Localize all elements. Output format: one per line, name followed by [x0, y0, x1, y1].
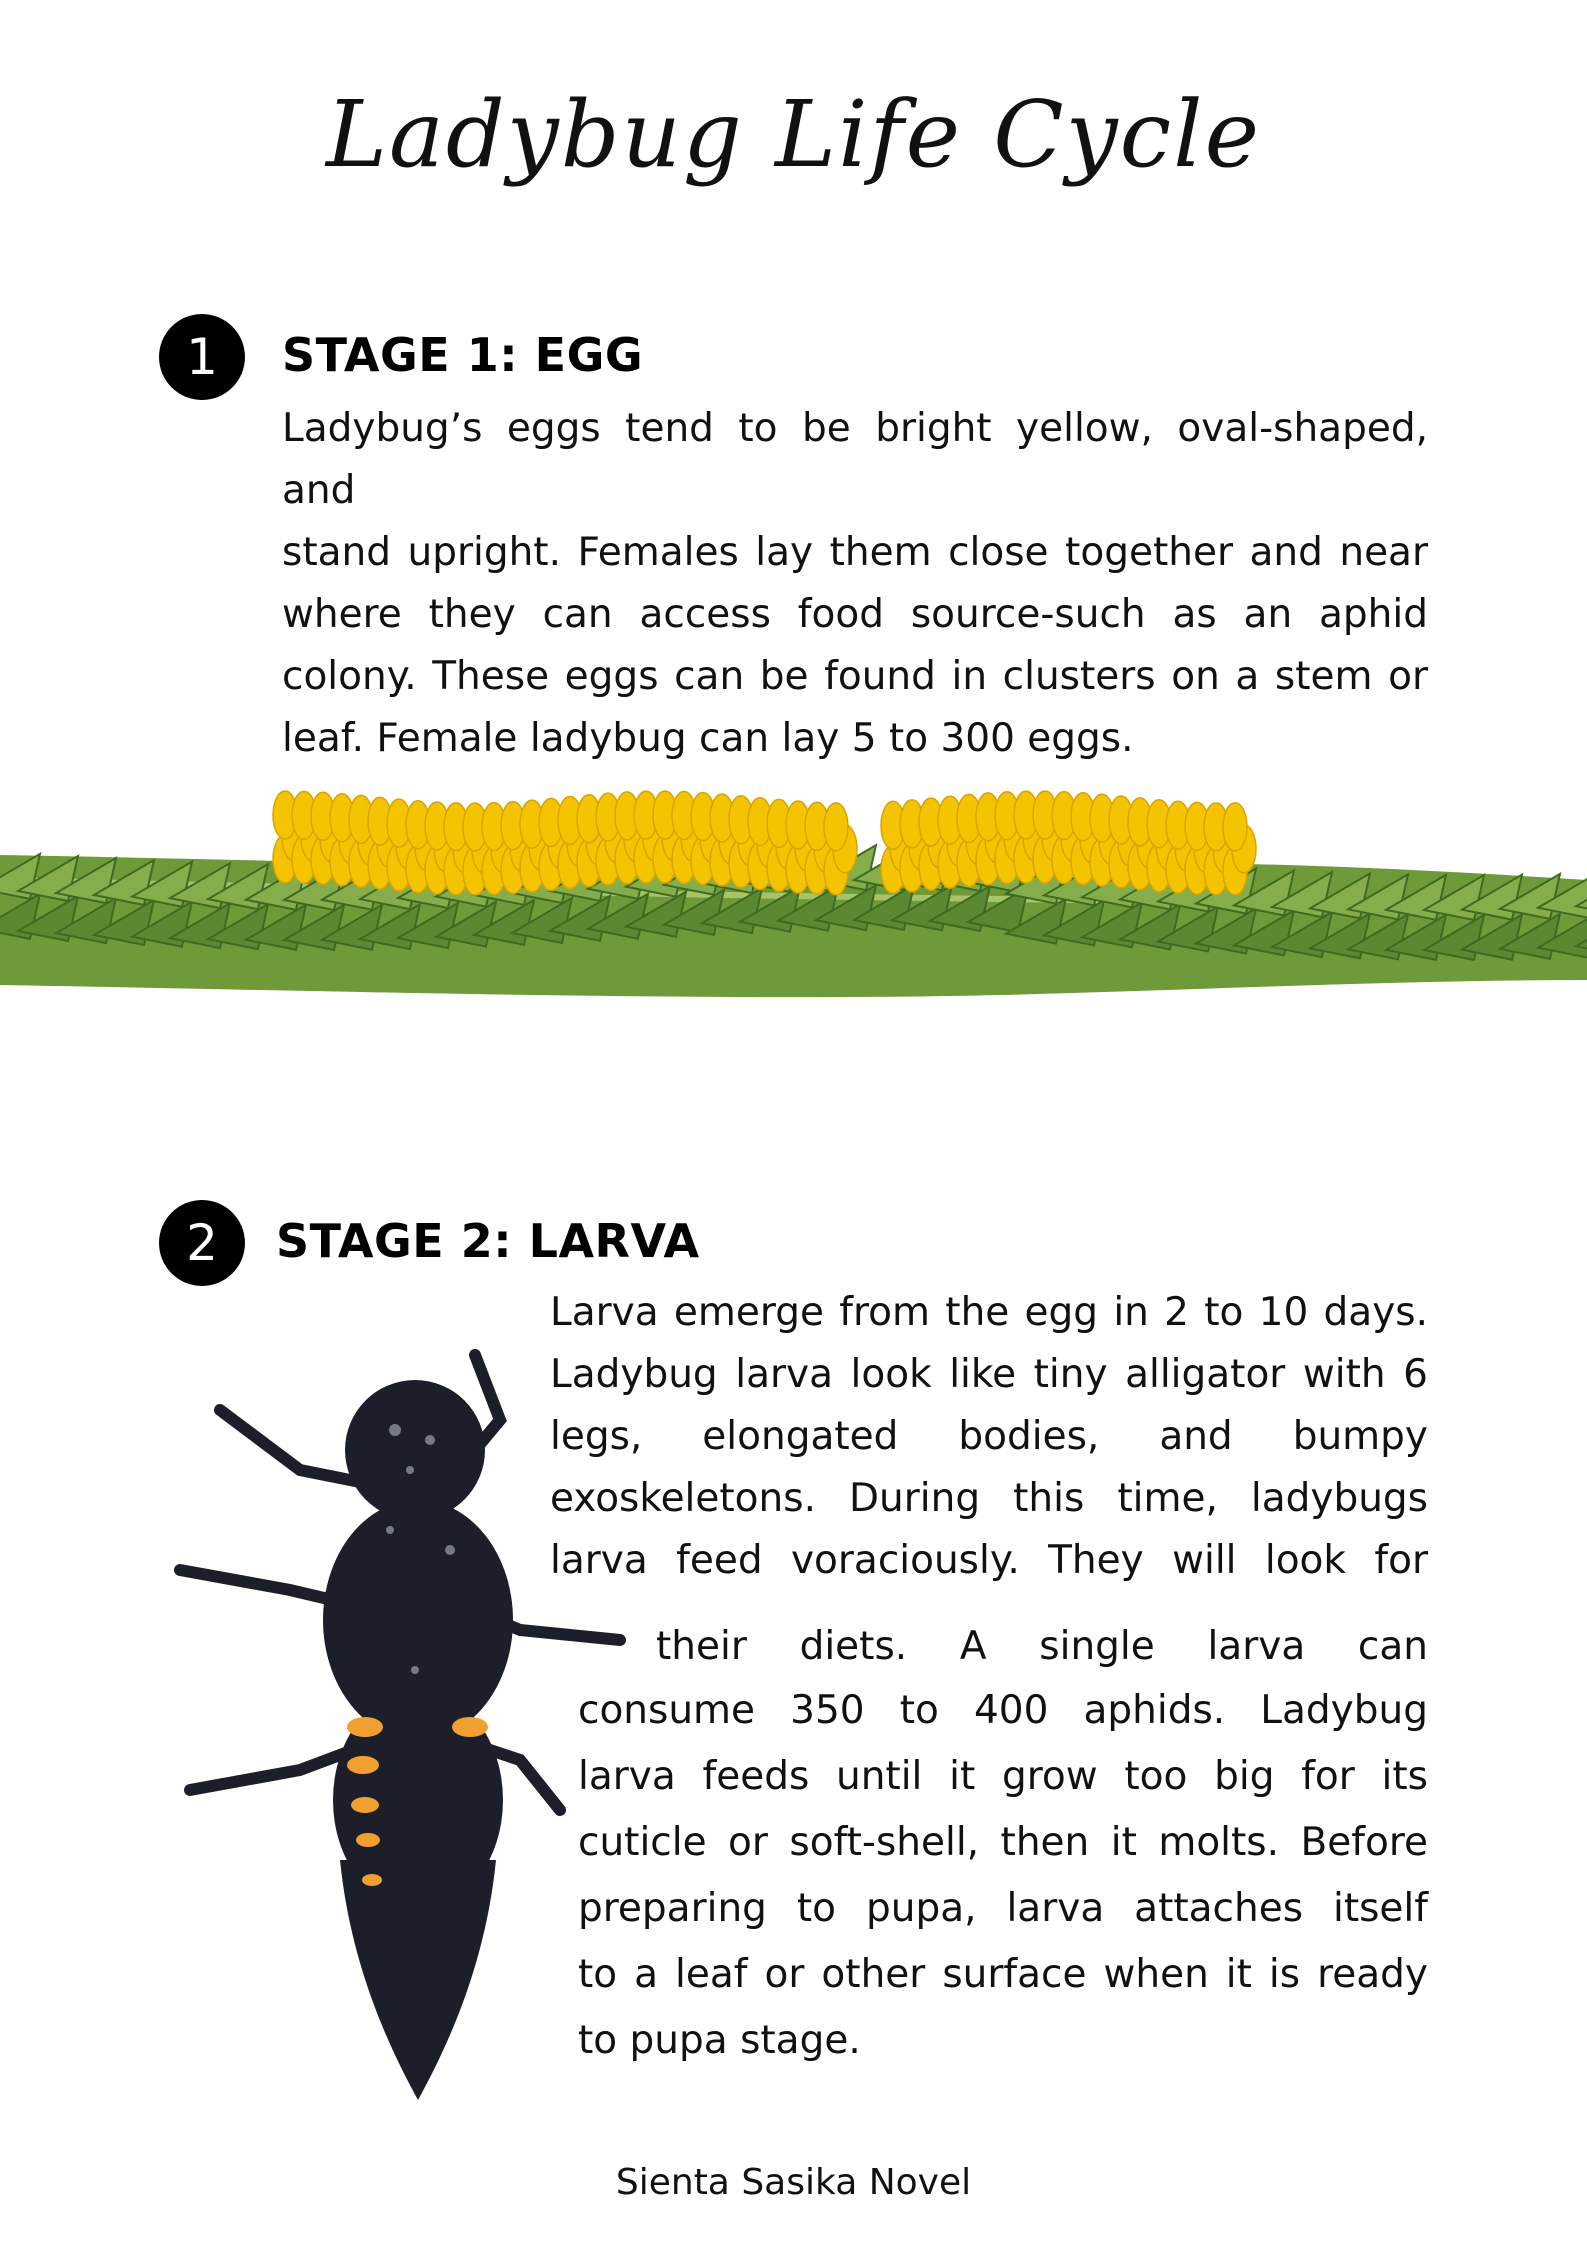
- paragraph-line: preparing to pupa, larva attaches itself: [578, 1886, 1428, 1931]
- paragraph-line: where they can access food source-such as an aphid: [282, 592, 1428, 637]
- stage-2-heading: STAGE 2: LARVA: [276, 1214, 700, 1268]
- paragraph-line: stand upright. Females lay them close together and near: [282, 530, 1428, 575]
- paragraph-line: larva feeds until it grow too big for its: [578, 1754, 1428, 1799]
- page-title: Ladybug Life Cycle: [325, 81, 1262, 188]
- paragraph-line: to a leaf or other surface when it is ready: [578, 1952, 1428, 1997]
- stage-2-paragraph-middle: [656, 1616, 1428, 1678]
- paragraph-line: consume 350 to 400 aphids. Ladybug: [578, 1688, 1428, 1733]
- paragraph-line: Ladybug’s eggs tend to be bright yellow, oval-shaped, and: [282, 406, 1428, 513]
- stage-2-number-badge: 2: [159, 1200, 245, 1286]
- yellow-eggs: [273, 791, 1256, 895]
- paragraph-line: Larva emerge from the egg in 2 to 10 days.: [550, 1290, 1428, 1335]
- stage-1-heading: STAGE 1: EGG: [282, 328, 644, 382]
- stage-2-paragraph-top: [550, 1282, 1428, 1592]
- paragraph-line: leaf. Female ladybug can lay 5 to 300 eggs.: [282, 716, 1134, 761]
- paragraph-line: larva feed voraciously. They will look for: [550, 1538, 1428, 1583]
- paragraph-line: exoskeletons. During this time, ladybugs: [550, 1476, 1428, 1521]
- paragraph-line: Ladybug larva look like tiny alligator with 6: [550, 1352, 1428, 1397]
- egg: [1223, 803, 1247, 851]
- paragraph-line: to pupa stage.: [578, 2018, 861, 2063]
- stage-1-number-badge: 1: [159, 314, 245, 400]
- paragraph-line: colony. These eggs can be found in clusters on a stem or: [282, 654, 1428, 699]
- paragraph-line: their diets. A single larva can: [656, 1624, 1428, 1669]
- stage-1-paragraph: [282, 398, 1428, 770]
- egg-cluster-on-stem-image: [0, 740, 1587, 1120]
- paragraph-line: legs, elongated bodies, and bumpy: [550, 1414, 1428, 1459]
- stage-2-paragraph-bottom: [578, 1678, 1428, 2074]
- egg: [824, 803, 848, 851]
- paragraph-line: cuticle or soft-shell, then it molts. Before: [578, 1820, 1428, 1865]
- author-footer: Sienta Sasika Novel: [615, 2162, 972, 2203]
